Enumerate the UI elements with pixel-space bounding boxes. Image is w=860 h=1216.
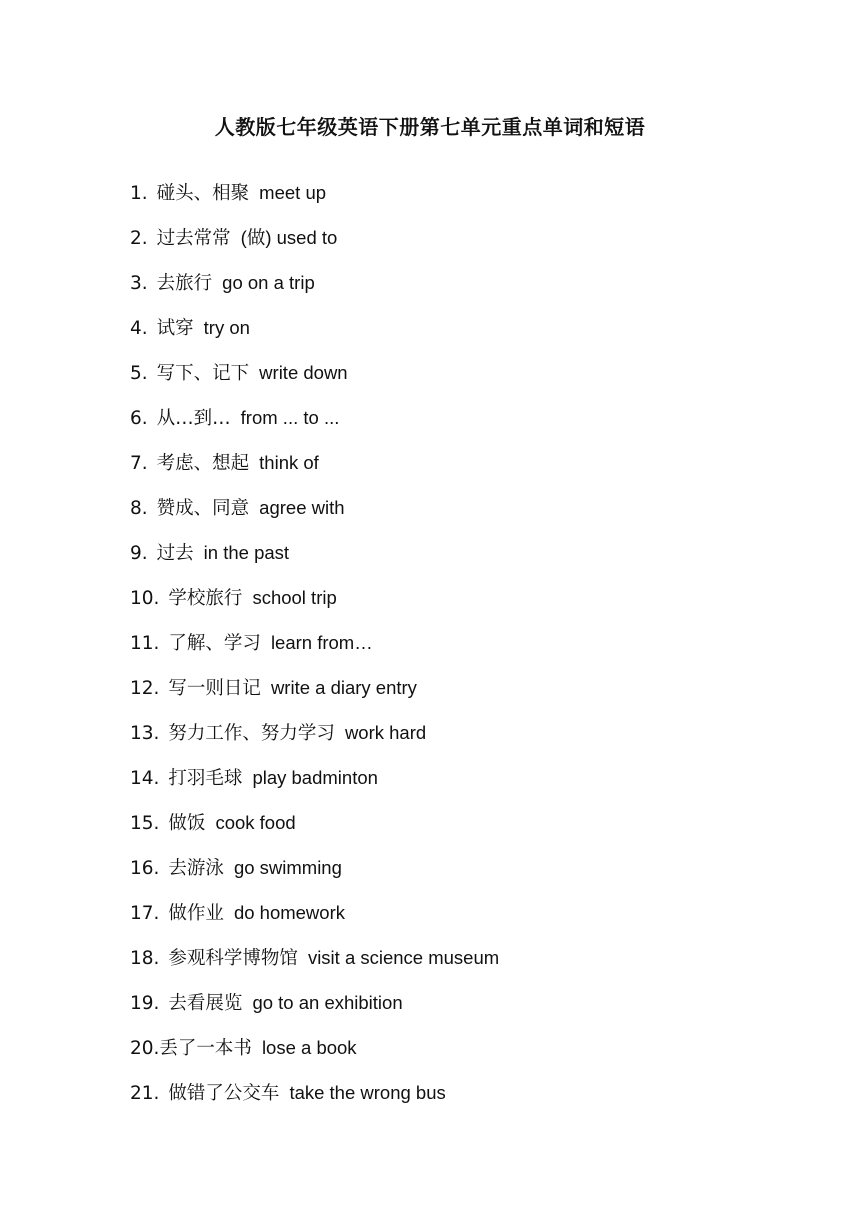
list-item	[130, 359, 750, 404]
item-number: 15.	[130, 813, 160, 834]
document-title: 人教版七年级英语下册第七单元重点单词和短语	[214, 115, 646, 139]
item-english: agree with	[259, 497, 345, 518]
list-item	[130, 899, 750, 944]
item-number: 4.	[130, 318, 148, 339]
item-number: 21.	[130, 1083, 160, 1104]
list-item	[130, 1079, 750, 1124]
list-item	[130, 224, 750, 269]
item-english: try on	[203, 317, 250, 338]
list-item	[130, 269, 750, 314]
list-item	[130, 179, 750, 224]
item-chinese: 做作业	[168, 903, 224, 924]
item-number: 2.	[130, 228, 148, 249]
item-number: 9.	[130, 543, 148, 564]
item-chinese: 学校旅行	[168, 588, 243, 609]
list-item	[130, 764, 750, 809]
item-number: 14.	[130, 768, 160, 789]
item-english: write down	[259, 362, 348, 383]
item-number: 12.	[130, 678, 160, 699]
item-english: visit a science museum	[307, 947, 500, 968]
item-english: meet up	[259, 182, 327, 203]
item-chinese: 去旅行	[156, 273, 213, 294]
item-english: take the wrong bus	[289, 1082, 446, 1103]
item-english: write a diary entry	[270, 677, 417, 698]
item-chinese: 去游泳	[168, 858, 224, 879]
item-number: 6.	[130, 408, 148, 429]
item-number: 17.	[130, 903, 160, 924]
list-item	[130, 629, 750, 674]
list-item	[130, 584, 750, 629]
list-item	[130, 809, 750, 854]
item-english: play badminton	[252, 767, 378, 788]
item-chinese: 过去常常	[156, 228, 231, 249]
item-number: 18.	[130, 948, 160, 969]
item-number: 5.	[130, 363, 148, 384]
item-english: go to an exhibition	[252, 992, 403, 1013]
item-chinese: 努力工作、努力学习	[168, 723, 335, 744]
list-item	[130, 854, 750, 899]
item-chinese: 赞成、同意	[156, 498, 250, 519]
item-chinese: 写一则日记	[168, 678, 261, 699]
item-english: go swimming	[233, 857, 342, 878]
item-english: from ... to ...	[240, 407, 340, 428]
item-number: 13.	[130, 723, 160, 744]
item-english: school trip	[252, 587, 337, 608]
item-english: lose a book	[261, 1037, 357, 1058]
list-item	[130, 314, 750, 359]
item-chinese: 碰头、相聚	[156, 183, 250, 204]
list-item	[130, 944, 750, 989]
list-item	[130, 404, 750, 449]
item-chinese: 试穿	[156, 318, 194, 339]
item-chinese: 做饭	[168, 813, 206, 834]
list-item	[130, 1034, 750, 1079]
item-chinese: 参观科学博物馆	[168, 948, 298, 969]
item-number: 11.	[130, 633, 160, 654]
item-chinese: 过去	[156, 543, 194, 564]
item-english: go on a trip	[222, 272, 315, 293]
item-english: work hard	[344, 722, 427, 743]
item-chinese: 去看展览	[168, 993, 243, 1014]
list-item	[130, 539, 750, 584]
item-number: 8.	[130, 498, 148, 519]
item-english: (做) used to	[240, 227, 338, 248]
item-chinese: 丢了一本书	[159, 1038, 252, 1059]
list-item	[130, 449, 750, 494]
item-number: 20.	[130, 1038, 160, 1059]
list-item	[130, 494, 750, 539]
item-english: in the past	[203, 542, 290, 563]
vocabulary-list	[130, 179, 750, 1124]
item-chinese: 打羽毛球	[168, 768, 243, 789]
item-english: do homework	[233, 902, 345, 923]
item-number: 16.	[130, 858, 160, 879]
item-number: 10.	[130, 588, 160, 609]
item-chinese: 写下、记下	[156, 363, 250, 384]
item-english: think of	[259, 452, 319, 473]
item-english: learn from…	[270, 632, 373, 653]
item-chinese: 做错了公交车	[168, 1083, 280, 1104]
item-number: 19.	[130, 993, 160, 1014]
list-item	[130, 989, 750, 1034]
list-item	[130, 674, 750, 719]
item-number: 3.	[130, 273, 148, 294]
item-number: 1.	[130, 183, 148, 204]
item-number: 7.	[130, 453, 148, 474]
item-chinese: 考虑、想起	[156, 453, 250, 474]
item-english: cook food	[215, 812, 296, 833]
item-chinese: 从…到…	[156, 408, 231, 429]
list-item	[130, 719, 750, 764]
item-chinese: 了解、学习	[168, 633, 261, 654]
